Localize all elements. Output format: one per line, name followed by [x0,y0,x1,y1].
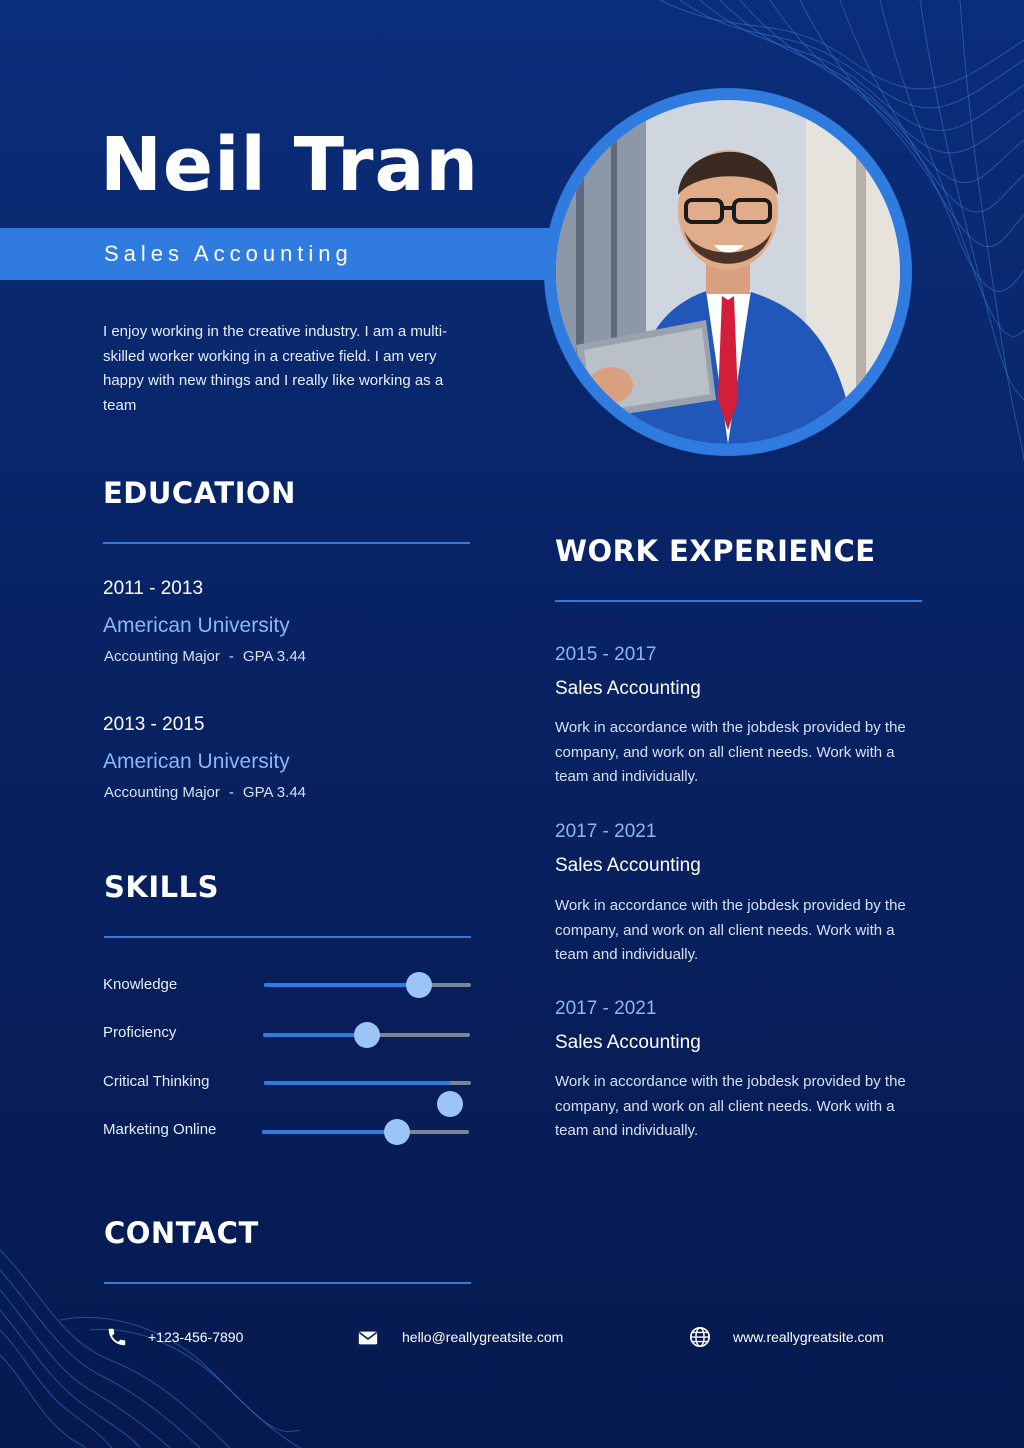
skills-divider [104,936,471,938]
skill-slider-knob [384,1119,410,1145]
education-detail [104,784,306,801]
contact-email[interactable]: hello@reallygreatsite.com [402,1329,564,1345]
education-school: American University [103,750,290,773]
education-years: 2011 - 2013 [103,578,204,599]
contact-heading: CONTACT [104,1216,259,1250]
education-separator: - [228,648,234,665]
portrait-icon [556,100,900,444]
work-description: Work in accordance with the jobdesk provided by the company, and work on all client needs. Work with a team and individually. [555,1073,906,1139]
education-school: American University [103,614,290,637]
about-text: I enjoy working in the creative industry. I am a multi-skilled worker working in a creative field. I am very happy with new things and I really like working as a team [103,323,448,414]
education-gpa: GPA 3.44 [242,784,307,801]
skill-fill [263,1033,367,1037]
work-title: Sales Accounting [555,1032,701,1053]
work-years: 2015 - 2017 [555,644,657,665]
skill-track [262,1130,469,1134]
phone-icon [106,1326,128,1348]
candidate-name: Neil Tran [100,122,480,208]
skill-fill [264,983,419,987]
skill-label: Knowledge [103,976,178,993]
globe-icon [689,1326,711,1348]
profile-photo [556,100,900,444]
work-description: Work in accordance with the jobdesk provided by the company, and work on all client needs. Work with a team and individually. [555,897,906,963]
work-years: 2017 - 2021 [555,821,657,842]
work-years: 2017 - 2021 [555,998,657,1019]
education-separator: - [228,784,234,801]
skill-label: Critical Thinking [103,1073,210,1090]
education-years: 2013 - 2015 [103,714,205,735]
contact-website[interactable]: www.reallygreatsite.com [733,1329,884,1345]
profile-photo-frame [544,88,912,456]
work-experience-heading: WORK EXPERIENCE [555,534,876,568]
mail-icon [357,1327,379,1349]
education-divider [103,542,470,544]
work-title: Sales Accounting [555,678,701,699]
skill-slider-knob [354,1022,380,1048]
contact-phone[interactable]: +123-456-7890 [148,1329,244,1345]
skill-label: Proficiency [103,1024,177,1041]
skill-label: Marketing Online [103,1121,217,1138]
work-divider [555,600,922,602]
work-title: Sales Accounting [555,855,701,876]
skill-fill [262,1130,397,1134]
education-gpa: GPA 3.44 [242,648,307,665]
skill-slider-knob [406,972,432,998]
education-heading: EDUCATION [103,476,296,510]
education-major: Accounting Major [104,784,220,801]
skill-fill [264,1081,450,1085]
work-description: Work in accordance with the jobdesk provided by the company, and work on all client needs. Work with a team and individually. [555,719,906,785]
education-major: Accounting Major [104,648,220,665]
candidate-role: Sales Accounting [104,241,353,266]
skill-slider-knob [437,1091,463,1117]
contact-divider [104,1282,471,1284]
skill-track [264,983,471,987]
skills-heading: SKILLS [104,870,219,904]
education-detail [104,648,306,665]
skill-track [264,1081,471,1085]
